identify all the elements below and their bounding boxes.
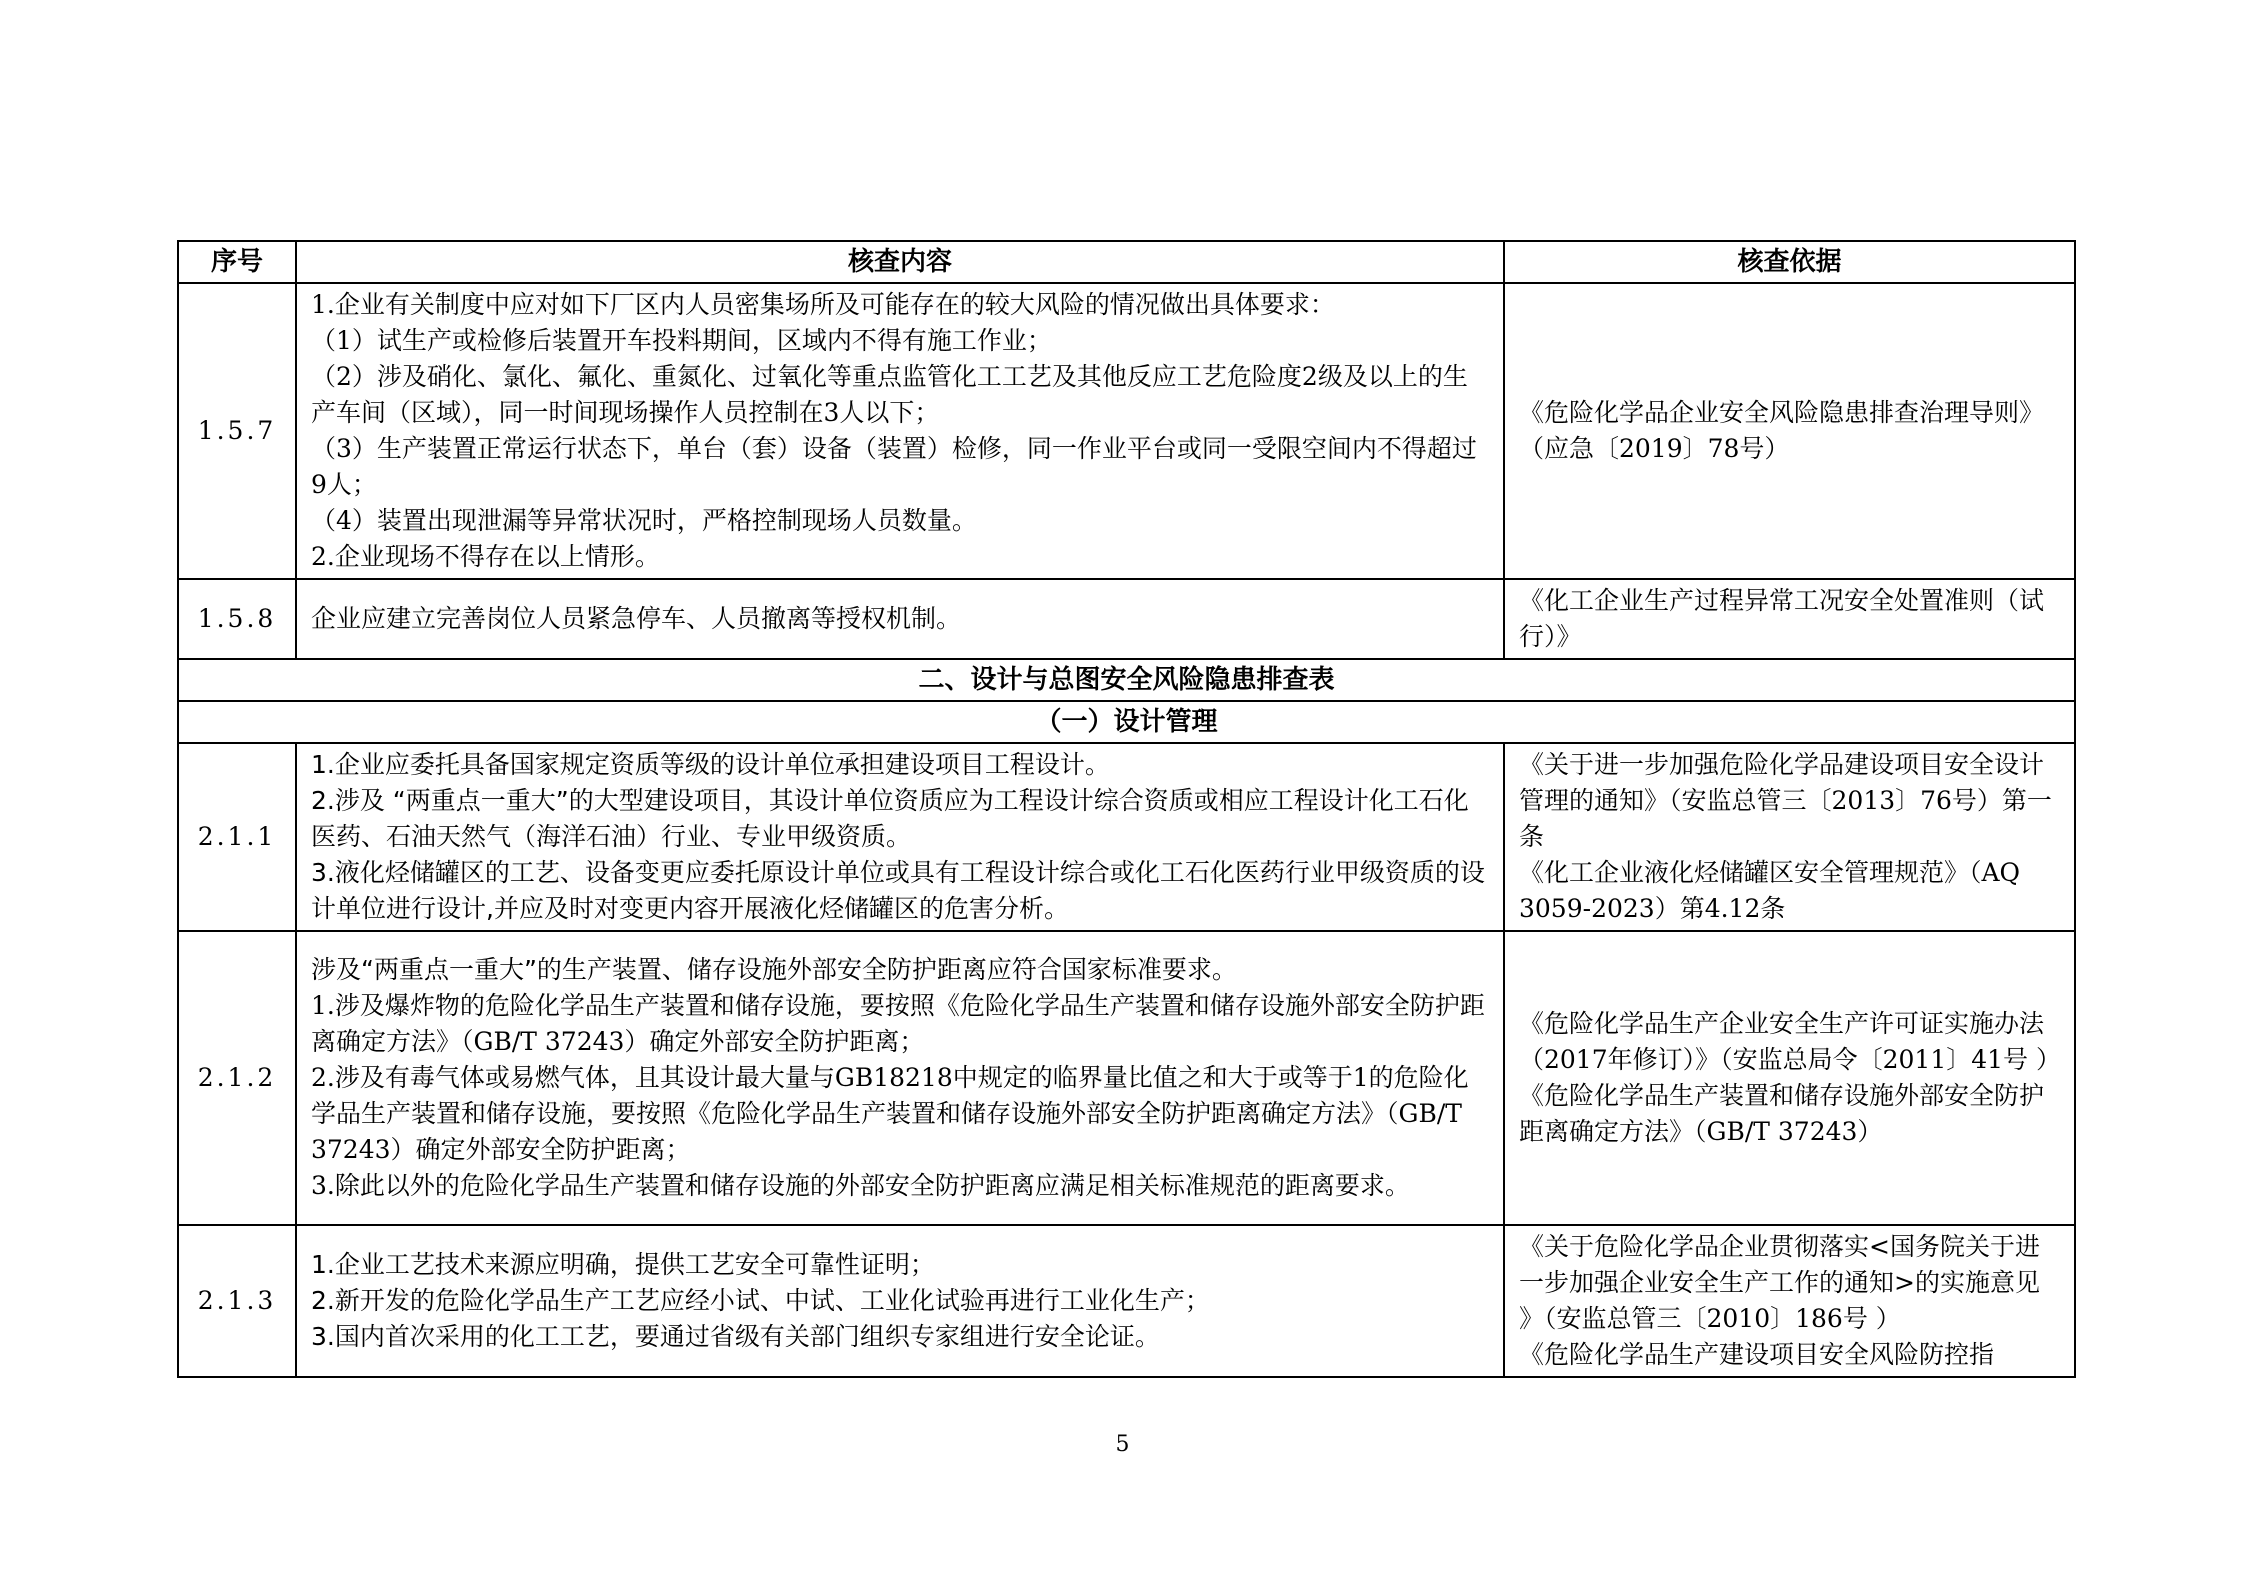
basis-line: 《化工企业生产过程异常工况安全处置准则（试行）》 — [1519, 586, 2045, 651]
row-serial: 1.5.7 — [178, 283, 296, 579]
content-line: 3.液化烃储罐区的工艺、设备变更应委托原设计单位或具有工程设计综合或化工石化医药行业甲级资质的设计单位进行设计,并应及时对变更内容开展液化烃储罐区的危害分析。 — [311, 858, 1485, 923]
row-serial: 2.1.3 — [178, 1225, 296, 1377]
subsection-row — [178, 701, 2075, 743]
basis-line: 《危险化学品生产装置和储存设施外部安全防护距离确定方法》（GB/T 37243） — [1519, 1081, 2045, 1146]
header-serial: 序号 — [178, 241, 296, 283]
content-line: （4）装置出现泄漏等异常状况时，严格控制现场人员数量。 — [311, 506, 977, 535]
row-basis — [1504, 1225, 2075, 1377]
page-number: 5 — [1115, 1432, 1130, 1457]
table-row — [178, 743, 2075, 931]
content-line: 1.企业有关制度中应对如下厂区内人员密集场所及可能存在的较大风险的情况做出具体要求： — [311, 290, 1335, 319]
content-line: （2）涉及硝化、氯化、氟化、重氮化、过氧化等重点监管化工工艺及其他反应工艺危险度2级及以上的生产车间（区域），同一时间现场操作人员控制在3人以下； — [311, 362, 1468, 427]
content-line: 1.企业工艺技术来源应明确，提供工艺安全可靠性证明； — [311, 1250, 935, 1279]
header-content: 核查内容 — [296, 241, 1504, 283]
basis-line: 《危险化学品生产建设项目安全风险防控指 — [1519, 1340, 1995, 1369]
content-line: 2.涉及有毒气体或易燃气体，且其设计最大量与GB18218中规定的临界量比值之和大于或等于1的危险化学品生产装置和储存设施，要按照《危险化学品生产装置和储存设施外部安全防护距离确定方法》（GB/T 37243）确定外部安全防护距离； — [311, 1063, 1469, 1164]
table-row — [178, 1225, 2075, 1377]
row-content — [296, 743, 1504, 931]
content-line: 涉及“两重点一重大”的生产装置、储存设施外部安全防护距离应符合国家标准要求。 — [311, 955, 1237, 984]
basis-line: 《化工企业液化烃储罐区安全管理规范》（AQ 3059-2023）第4.12条 — [1519, 858, 2021, 923]
header-row — [178, 241, 2075, 283]
basis-line: 《关于危险化学品企业贯彻落实<国务院关于进一步加强企业安全生产工作的通知>的实施意见 》（安监总管三〔2010〕186号 ） — [1519, 1232, 2040, 1333]
row-content — [296, 1225, 1504, 1377]
row-serial: 2.1.1 — [178, 743, 296, 931]
row-basis — [1504, 743, 2075, 931]
row-basis — [1504, 931, 2075, 1225]
row-serial: 1.5.8 — [178, 579, 296, 659]
row-content — [296, 283, 1504, 579]
content-line: 2.企业现场不得存在以上情形。 — [311, 542, 660, 571]
section-title: 二、设计与总图安全风险隐患排查表 — [178, 659, 2075, 701]
row-basis — [1504, 579, 2075, 659]
table-row — [178, 283, 2075, 579]
content-line: 1.企业应委托具备国家规定资质等级的设计单位承担建设项目工程设计。 — [311, 750, 1110, 779]
table-row — [178, 579, 2075, 659]
content-line: （1）试生产或检修后装置开车投料期间，区域内不得有施工作业； — [311, 326, 1052, 355]
checklist-sheet — [177, 240, 2074, 1378]
content-line: 1.涉及爆炸物的危险化学品生产装置和储存设施，要按照《危险化学品生产装置和储存设施外部安全防护距离确定方法》（GB/T 37243）确定外部安全防护距离； — [311, 991, 1485, 1056]
row-basis — [1504, 283, 2075, 579]
basis-line: 《危险化学品生产企业安全生产许可证实施办法（2017年修订）》（安监总局令〔2011〕41号 ） — [1519, 1009, 2062, 1074]
content-line: 企业应建立完善岗位人员紧急停车、人员撤离等授权机制。 — [311, 604, 962, 633]
section-row — [178, 659, 2075, 701]
content-line: 3.国内首次采用的化工工艺，要通过省级有关部门组织专家组进行安全论证。 — [311, 1322, 1160, 1351]
row-content — [296, 931, 1504, 1225]
subsection-title: （一）设计管理 — [178, 701, 2075, 743]
content-line: 2.新开发的危险化学品生产工艺应经小试、中试、工业化试验再进行工业化生产； — [311, 1286, 1210, 1315]
table-row — [178, 931, 2075, 1225]
basis-line: 《关于进一步加强危险化学品建设项目安全设计管理的通知》（安监总管三〔2013〕76号）第一条 — [1519, 750, 2052, 851]
basis-line: 《危险化学品企业安全风险隐患排查治理导则》（应急〔2019〕78号） — [1519, 398, 2045, 463]
header-basis: 核查依据 — [1504, 241, 2075, 283]
row-content — [296, 579, 1504, 659]
inspection-table — [177, 240, 2076, 1378]
content-line: 2.涉及 “两重点一重大”的大型建设项目，其设计单位资质应为工程设计综合资质或相应工程设计化工石化医药、石油天然气（海洋石油）行业、专业甲级资质。 — [311, 786, 1469, 851]
row-serial: 2.1.2 — [178, 931, 296, 1225]
content-line: （3）生产装置正常运行状态下，单台（套）设备（装置）检修，同一作业平台或同一受限空间内不得超过9人； — [311, 434, 1477, 499]
content-line: 3.除此以外的危险化学品生产装置和储存设施的外部安全防护距离应满足相关标准规范的距离要求。 — [311, 1171, 1410, 1200]
